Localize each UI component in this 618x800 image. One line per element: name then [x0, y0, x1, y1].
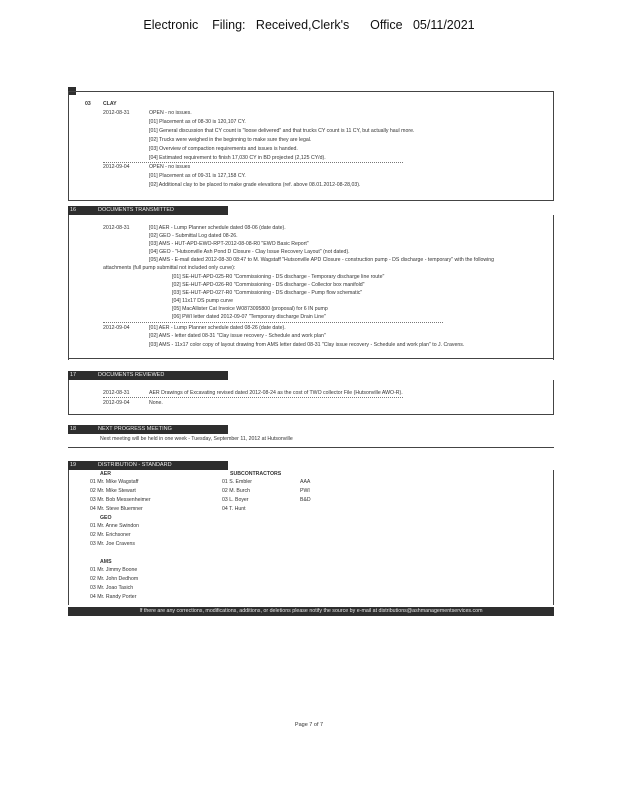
- s17-date-2: 2012-09-04: [103, 400, 130, 406]
- left-rule-top: [68, 91, 69, 201]
- section-19-title: DISTRIBUTION - STANDARD: [98, 462, 172, 468]
- s17-date-1: 2012-08-31: [103, 390, 130, 396]
- s17-text-2: None.: [149, 400, 163, 406]
- s17-left-rule: [68, 380, 69, 415]
- s19-ams-label: AMS: [100, 559, 112, 565]
- s16-sub-2: [03] SE-HUT-APD-027-R0 "Commissioning - DS discharge - Pump flow schematic": [172, 290, 363, 296]
- clay-line-1-2: [01] General discussion that CY count is "loose delivered" and that trucks CY count is 11 CY, but actually haul more.: [149, 128, 415, 134]
- electronic-filing-header: Electronic Filing: Received,Clerk's Office 05/11/2021: [143, 18, 475, 32]
- s17-bottom-rule: [68, 414, 554, 415]
- s17-text-1: AER Drawings of Excavating revised dated 2012-08-24 as the cost of TWO collector File (Hutsonville AWO-R).: [149, 390, 403, 396]
- clay-line-1-4: [03] Overview of compaction requirements and issues is handed.: [149, 146, 298, 152]
- clay-bottom-rule: [68, 200, 554, 201]
- s19-sub-label: SUBCONTRACTORS: [230, 471, 282, 477]
- s19-geo-label: GEO: [100, 515, 112, 521]
- s16-date-2: 2012-09-04: [103, 325, 130, 331]
- section-16-bar: [68, 206, 228, 215]
- s19-aer-2: 03 Mr. Bob Messenheimer: [90, 497, 151, 503]
- section-17-num: 17: [70, 372, 77, 378]
- s19-ams-0: 01 Mr. Jimmy Boone: [90, 567, 138, 573]
- s16-right-rule: [553, 215, 554, 360]
- clay-line-1-3: [02] Trucks were weighed in the beginning to make sure they are legal.: [149, 137, 312, 143]
- s16-sub-5: [06] PWI letter dated 2012-09-07 "Temporary discharge Drain Line": [172, 314, 326, 320]
- clay-num: 03: [85, 101, 91, 107]
- page-number: Page 7 of 7: [294, 722, 324, 728]
- clay-line-2-0: OPEN - no issues: [149, 164, 191, 170]
- s19-aer-1: 02 Mr. Mike Stewart: [90, 488, 136, 494]
- s19-aer-3: 04 Mr. Steve Bluemner: [90, 506, 143, 512]
- s16-line-5: attachments (full pump submittal not included only curve):: [103, 265, 236, 271]
- section-17-title: DOCUMENTS REVIEWED: [98, 372, 165, 378]
- section-17-bar: [68, 371, 228, 380]
- s19-ams-1: 02 Mr. John Dedhom: [90, 576, 139, 582]
- s19-geo-1: 02 Mr. Erichsoner: [90, 532, 131, 538]
- s16-sub-4: [05] MacAllister Cat Invoice W0873095800 (proposal) for 6 IN pump: [172, 306, 328, 312]
- clay-date-2: 2012-09-04: [103, 164, 130, 170]
- s19-sub-2-name: 03 L. Boyer: [222, 497, 249, 503]
- s16-line-3: [04] GEO - "Hutsonville Ash Pond D Closure - Clay Issue Recovery Layout" (not dated).: [149, 249, 350, 255]
- s16-separator: [103, 322, 443, 323]
- top-rule: [68, 91, 554, 92]
- s19-right-rule: [553, 470, 554, 605]
- s16-line2-2: [03] AMS - 11x17 color copy of layout drawing from AMS letter dated 08-31 "Clay issue recovery - Schedule and work plan" to J. Cravens.: [149, 342, 465, 348]
- section-16-title: DOCUMENTS TRANSMITTED: [98, 207, 174, 213]
- s16-line-1: [02] GEO - Submittal Log dated 08-26.: [149, 233, 238, 239]
- corrections-note: If there are any corrections, modifications, additions, or deletions please notify the source by e-mail at distributions@ashmanagementservices.com: [68, 607, 554, 616]
- s16-sub-0: [01] SE-HUT-APD-025-R0 "Commissioning - DS discharge - Temporary discharge line route": [172, 274, 385, 280]
- s16-sub-1: [02] SE-HUT-APD-026-R0 "Commissioning - DS discharge - Collector box manifold": [172, 282, 365, 288]
- s16-line-2: [03] AMS - HUT-APD-EWO-RPT-2012-08-08-R0 "EWO Basic Report": [149, 241, 309, 247]
- s18-text: Next meeting will be held in one week - Tuesday, September 11, 2012 at Hutsonville: [100, 436, 293, 442]
- s19-sub-3-name: 04 T. Hunt: [222, 506, 246, 512]
- s16-line-0: [01] AER - Lump Planner schedule dated 08-06 (date date).: [149, 225, 286, 231]
- section-18-title: NEXT PROGRESS MEETING: [98, 426, 172, 432]
- section-19-bar: [68, 461, 228, 470]
- s16-line2-1: [02] AMS - letter dated 08-31 "Clay issue recovery - Schedule and work plan": [149, 333, 326, 339]
- clay-line-1-1: [01] Placement as of 08-30 is 120,107 CY.: [149, 119, 246, 125]
- clay-date-1: 2012-08-31: [103, 110, 130, 116]
- s19-sub-1-name: 02 M. Burch: [222, 488, 250, 494]
- clay-line-2-2: [02] Additional clay to be placed to make grade elevations (ref. above 08.01.2012-08-28,03).: [149, 182, 361, 188]
- s19-sub-2-org: B&D: [300, 497, 311, 503]
- s16-left-rule: [68, 215, 69, 360]
- clay-separator: [103, 162, 403, 163]
- s16-bottom-rule: [68, 358, 554, 359]
- section-16-num: 16: [70, 207, 77, 213]
- s19-geo-2: 03 Mr. Joe Cravens: [90, 541, 135, 547]
- clay-label: CLAY: [103, 101, 117, 107]
- section-18-bar: [68, 425, 228, 434]
- s19-aer-0: 01 Mr. Mike Wagstaff: [90, 479, 139, 485]
- s19-left-rule: [68, 470, 69, 605]
- s19-ams-3: 04 Mr. Randy Porter: [90, 594, 137, 600]
- s19-geo-0: 01 Mr. Anne Swindon: [90, 523, 140, 529]
- right-rule-top: [553, 91, 554, 201]
- s16-line2-0: [01] AER - Lump Planner schedule dated 08-26 (date date).: [149, 325, 286, 331]
- s19-aer-label: AER: [100, 471, 111, 477]
- s16-date-1: 2012-08-31: [103, 225, 130, 231]
- s19-sub-1-org: PWI: [300, 488, 310, 494]
- s19-sub-0-org: AAA: [300, 479, 311, 485]
- clay-line-1-5: [04] Estimated requirement to finish 17,030 CY in BD projected (2,125 CY/d).: [149, 155, 326, 161]
- s18-bottom-rule: [68, 447, 554, 448]
- s16-sub-3: [04] 11x17 DS pump curve: [172, 298, 234, 304]
- s16-line-4: [05] AMS - E-mail dated 2012-08-30 08:47 to M. Wagstaff "Hutsonville APD Closure - construction pump - DS discharge - temporary" with the following: [149, 257, 495, 263]
- s17-right-rule: [553, 380, 554, 415]
- clay-line-1-0: OPEN - no issues.: [149, 110, 192, 116]
- s17-separator: [103, 397, 403, 398]
- section-19-num: 19: [70, 462, 77, 468]
- section-18-num: 18: [70, 426, 77, 432]
- s19-sub-0-name: 01 S. Embler: [222, 479, 252, 485]
- s19-ams-2: 03 Mr. Joao Tasich: [90, 585, 134, 591]
- clay-line-2-1: [01] Placement as of 09-31 is 127,158 CY.: [149, 173, 246, 179]
